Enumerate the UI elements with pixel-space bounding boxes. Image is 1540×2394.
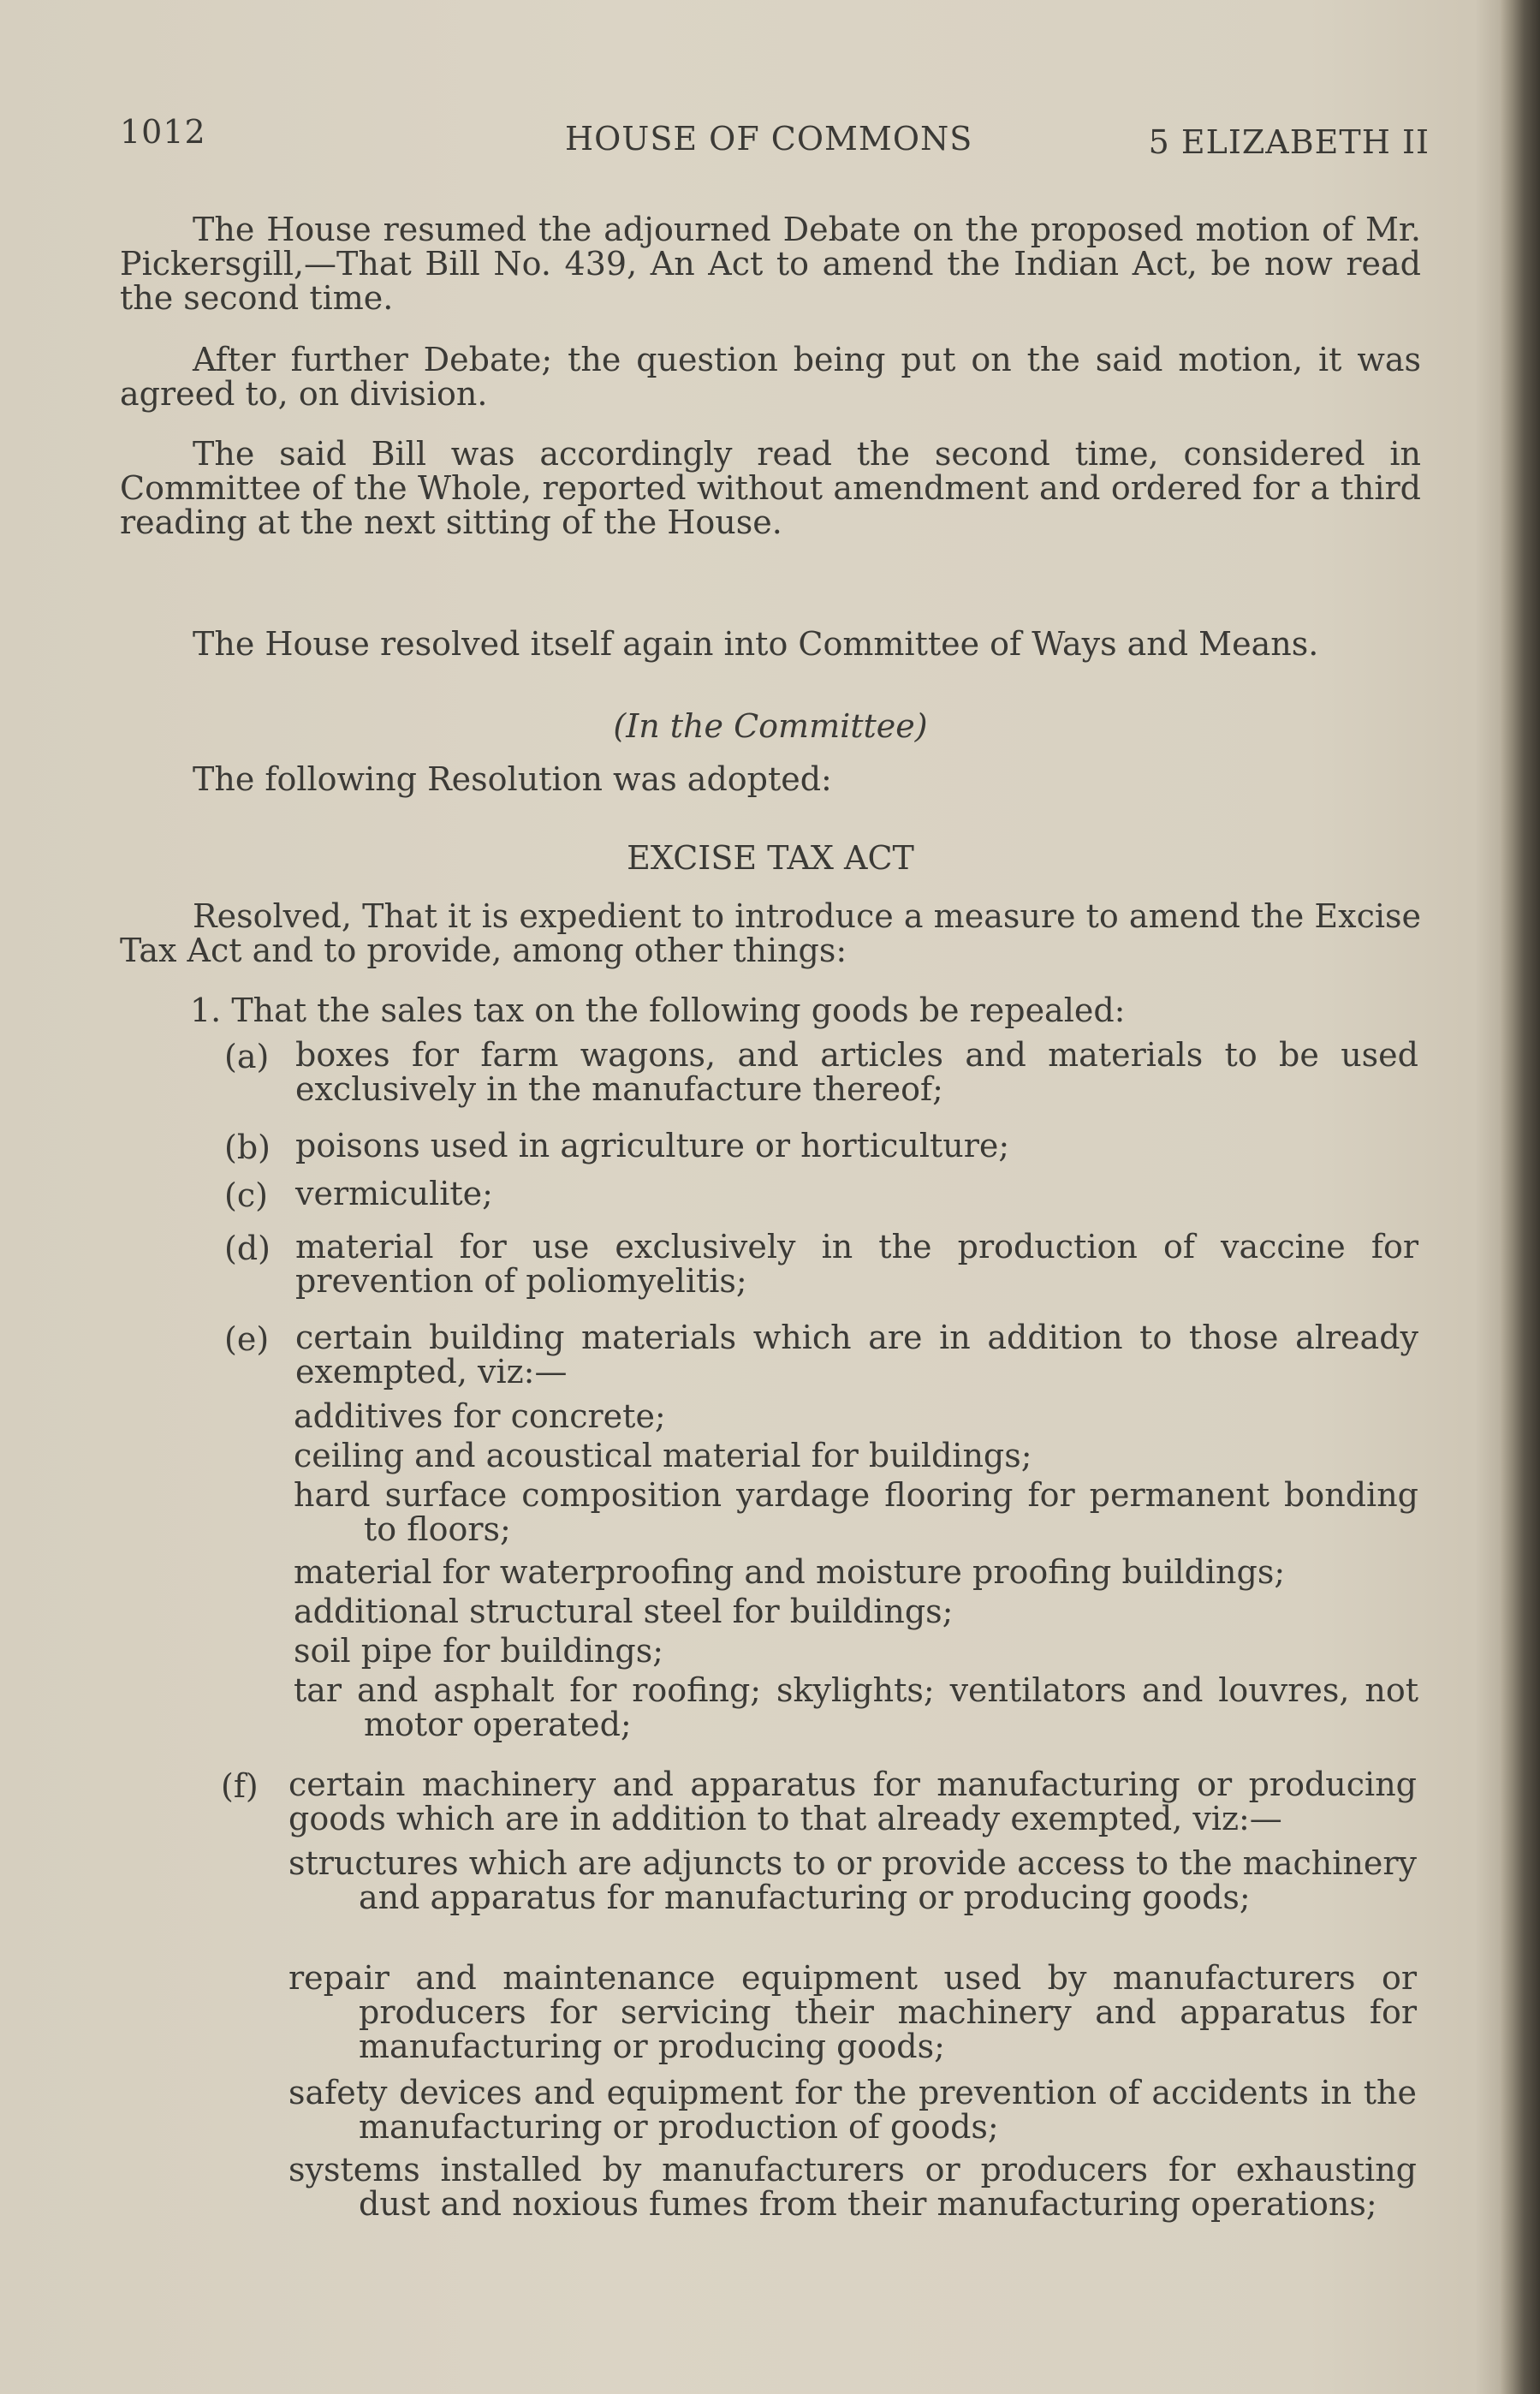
paragraph-resolution-adopted: The following Resolution was adopted: (193, 760, 832, 798)
paragraph-question-agreed: After further Debate; the question being put on the said motion, it was agreed to, on division. (120, 341, 1421, 413)
item-e-label: (e) (224, 1320, 270, 1358)
item-f-label: (f) (221, 1767, 259, 1805)
excise-tax-heading: EXCISE TAX ACT (627, 839, 914, 877)
item-d-label: (d) (224, 1230, 271, 1267)
item-f-sub-2: repair and maintenance equipment used by manufacturers or producers for servicing their machinery and apparatus for manufacturing or producing goods; (288, 1959, 1417, 2065)
item-f-sub-3: safety devices and equipment for the prevention of accidents in the manufacturing or production of goods; (288, 2074, 1417, 2146)
clause-1: 1. That the sales tax on the following goods be repealed: (190, 992, 1126, 1029)
item-b-label: (b) (224, 1129, 271, 1166)
item-c-label: (c) (224, 1176, 268, 1214)
item-c-text: vermiculite; (295, 1175, 493, 1212)
running-head: HOUSE OF COMMONS (565, 120, 973, 158)
item-e-sub-3: hard surface composition yardage flooring for permanent bonding to floors; (294, 1476, 1418, 1548)
item-f-sub-4: systems installed by manufacturers or producers for exhausting dust and noxious fumes from their manufacturing operations; (288, 2151, 1417, 2223)
item-a-text: boxes for farm wagons, and articles and materials to be used exclusively in the manufacture thereof; (295, 1036, 1418, 1108)
item-f-sub-1: structures which are adjuncts to or provide access to the machinery and apparatus for manufacturing or producing goods; (288, 1844, 1417, 1916)
page-gutter-shadow (1475, 0, 1501, 2394)
page-number: 1012 (120, 113, 206, 151)
item-e-sub-1: additives for concrete; (294, 1397, 666, 1435)
page-edge (1501, 0, 1540, 2394)
item-e-sub-2: ceiling and acoustical material for buildings; (294, 1437, 1032, 1474)
paragraph-debate-resumed: The House resumed the adjourned Debate on the proposed motion of Mr. Pickersgill,—That Bill No. 439, An Act to amend the Indian Act, be now read the second time. (120, 211, 1421, 317)
regnal-year: 5 ELIZABETH II (1148, 123, 1430, 161)
item-e-sub-4: material for waterproofing and moisture proofing buildings; (294, 1553, 1286, 1591)
paragraph-second-reading: The said Bill was accordingly read the second time, considered in Committee of the Whole, reported without amendment and ordered for a third reading at the next sitting of the House. (120, 435, 1421, 541)
item-e-sub-5: additional structural steel for buildings; (294, 1593, 954, 1630)
item-a-label: (a) (224, 1038, 270, 1075)
in-committee-note: (In the Committee) (613, 707, 928, 745)
item-e-sub-7: tar and asphalt for roofing; skylights; ventilators and louvres, not motor operated; (294, 1671, 1418, 1743)
item-e-sub-6: soil pipe for buildings; (294, 1632, 664, 1670)
item-f-text: certain machinery and apparatus for manufacturing or producing goods which are in addition to that already exempted, viz:— (288, 1766, 1417, 1837)
page-header (120, 113, 1430, 161)
paragraph-ways-and-means: The House resolved itself again into Committee of Ways and Means. (193, 625, 1319, 663)
item-d-text: material for use exclusively in the production of vaccine for prevention of poliomyelitis; (295, 1228, 1418, 1300)
paragraph-resolved: Resolved, That it is expedient to introduce a measure to amend the Excise Tax Act and to provide, among other things: (120, 897, 1421, 969)
item-b-text: poisons used in agriculture or horticulture; (295, 1127, 1010, 1164)
item-e-text: certain building materials which are in addition to those already exempted, viz:— (295, 1319, 1418, 1391)
